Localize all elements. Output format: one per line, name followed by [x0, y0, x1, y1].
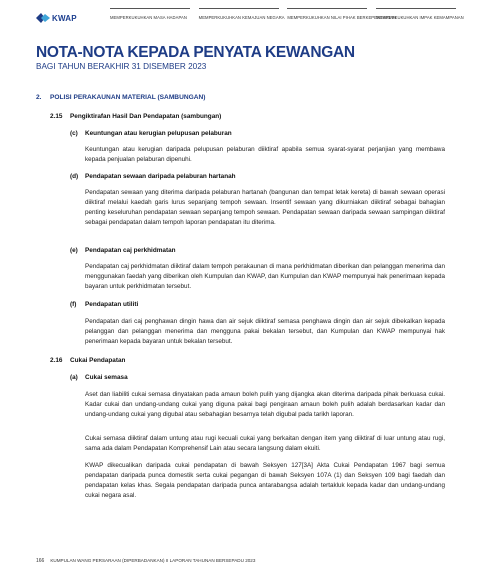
paragraph: Pendapatan caj perkhidmatan diiktiraf dalam tempoh perakaunan di mana perkhidmatan diberikan dan pelanggan menerima dan menggunakan faedah yang diberikan oleh Kumpulan dan KWAP, dan Kumpulan dan KWAP mempunyai hak penerimaan kepada bayaran untuk perkhidmatan tersebut. — [85, 263, 445, 290]
item-number: (d) — [70, 173, 79, 180]
paragraph: Pendapatan dari caj penghawan dingin hawa dan air sejuk diiktiraf semasa penghawa dingin dan air sejuk dibekalkan kepada pelanggan dan pelanggan menerima dan mengguna pakai bekalan tersebut, dan Kumpulan dan KWAP mempunyai hak penerimaan kepada bayaran untuk bekalan tersebut. — [85, 318, 445, 345]
footer-text: KUMPULAN WANG PERSARAAN (DIPERBADANKAN) II LAPORAN TAHUNAN BERSEPADU 2023 — [50, 558, 256, 563]
subsection-label: Pengiktirafan Hasil Dan Pendapatan (sambungan) — [70, 113, 222, 120]
subsection-heading — [50, 357, 125, 364]
subsection-number: 2.16 — [50, 357, 63, 364]
item-number: (e) — [70, 247, 78, 254]
page-number: 166 — [36, 558, 45, 564]
item-heading — [70, 130, 232, 137]
section-label: POLISI PERAKAUNAN MATERIAL (SAMBUNGAN) — [50, 94, 206, 101]
item-label: Pendapatan utiliti — [85, 301, 139, 308]
subsection-number: 2.15 — [50, 113, 63, 120]
subsection-heading — [50, 113, 221, 120]
brand-name: KWAP — [52, 13, 77, 23]
kwap-logo-icon — [36, 12, 50, 24]
item-label: Cukai semasa — [85, 374, 128, 381]
paragraph: Pendapatan sewaan yang diterima daripada pelaburan hartanah (bangunan dan tempat letak kereta) di bawah sewaan operasi diiktiraf melalui kaedah garis lurus sepanjang tempoh sewaan. Insentif sewaan yang dikurniakan diiktiraf sebagai bahagian penting keseluruhan pendapatan sewaan sepanjang tempoh sewaan. Pendapatan sewaan daripada sewaan sampingan diiktiraf sebagai pendapatan dalam tempoh laporan pendapatan itu diterima. — [85, 189, 445, 226]
header-tag: MEMPERKUKUHKAN IMPAK KEMAMPANAN — [376, 8, 456, 20]
item-label: Pendapatan sewaan daripada pelaburan hartanah — [85, 173, 236, 180]
item-heading — [70, 247, 176, 254]
paragraph: Keuntungan atau kerugian daripada pelupusan pelaburan diiktiraf apabila semua syarat-syarat perjanjian yang membawa kepada penjualan pelaburan dipenuhi. — [85, 146, 445, 163]
item-heading — [70, 301, 138, 308]
item-number: (c) — [70, 130, 78, 137]
subsection-label: Cukai Pendapatan — [70, 357, 126, 364]
header-tag: MEMPERKUKUHKAN KEMAJUAN NEGARA — [199, 8, 279, 20]
header-tag: MEMPERKUKUHKAN NILAI PIHAK BERKEPENTINGAN — [287, 8, 367, 20]
page-header — [0, 0, 480, 36]
item-heading — [70, 173, 236, 180]
section-number: 2. — [36, 94, 42, 101]
kwap-logo — [36, 12, 77, 24]
item-number: (a) — [70, 374, 78, 381]
header-tags — [110, 8, 464, 20]
item-label: Pendapatan caj perkhidmatan — [85, 247, 176, 254]
paragraph: KWAP dikecualikan daripada cukai pendapatan di bawah Seksyen 127[3A] Akta Cukai Pendapatan 1967 bagi semua pendapatan daripada punca domestik serta cukai pegangan di bawah Seksyen 107A (1) dan Seksyen 109 bagi faedah dan pendapatan kelas khas. Segala pendapatan daripada punca antarabangsa adalah tertakluk kepada kadar dan undang-undang cukai negara asal. — [85, 462, 445, 499]
section-heading — [36, 94, 205, 101]
item-number: (f) — [70, 301, 77, 308]
page-footer — [36, 558, 255, 564]
item-label: Keuntungan atau kerugian pelupusan pelaburan — [85, 130, 232, 137]
paragraph: Cukai semasa diiktiraf dalam untung atau rugi kecuali cukai yang berkaitan dengan item yang diiktiraf di luar untung atau rugi, sama ada dalam Pendapatan Komprehensif Lain atau secara langsung dalam ekuiti. — [85, 435, 445, 452]
page-title: NOTA-NOTA KEPADA PENYATA KEWANGAN — [36, 44, 355, 61]
paragraph: Aset dan liabiliti cukai semasa dinyatakan pada amaun boleh pulih yang dijangka akan diterima daripada pihak berkuasa cukai. Kadar cukai dan undang-undang cukai yang diguna pakai bagi pengiraan amaun boleh pulih adalah berdasarkan kadar dan undang-undang cukai yang digubal atau sebahagian besarnya telah digubal pada tarikh laporan. — [85, 391, 445, 418]
item-heading — [70, 374, 128, 381]
page-subtitle: BAGI TAHUN BERAKHIR 31 DISEMBER 2023 — [36, 62, 207, 71]
header-tag: MEMPERKUKUHKAN MASA HADAPAN — [110, 8, 190, 20]
